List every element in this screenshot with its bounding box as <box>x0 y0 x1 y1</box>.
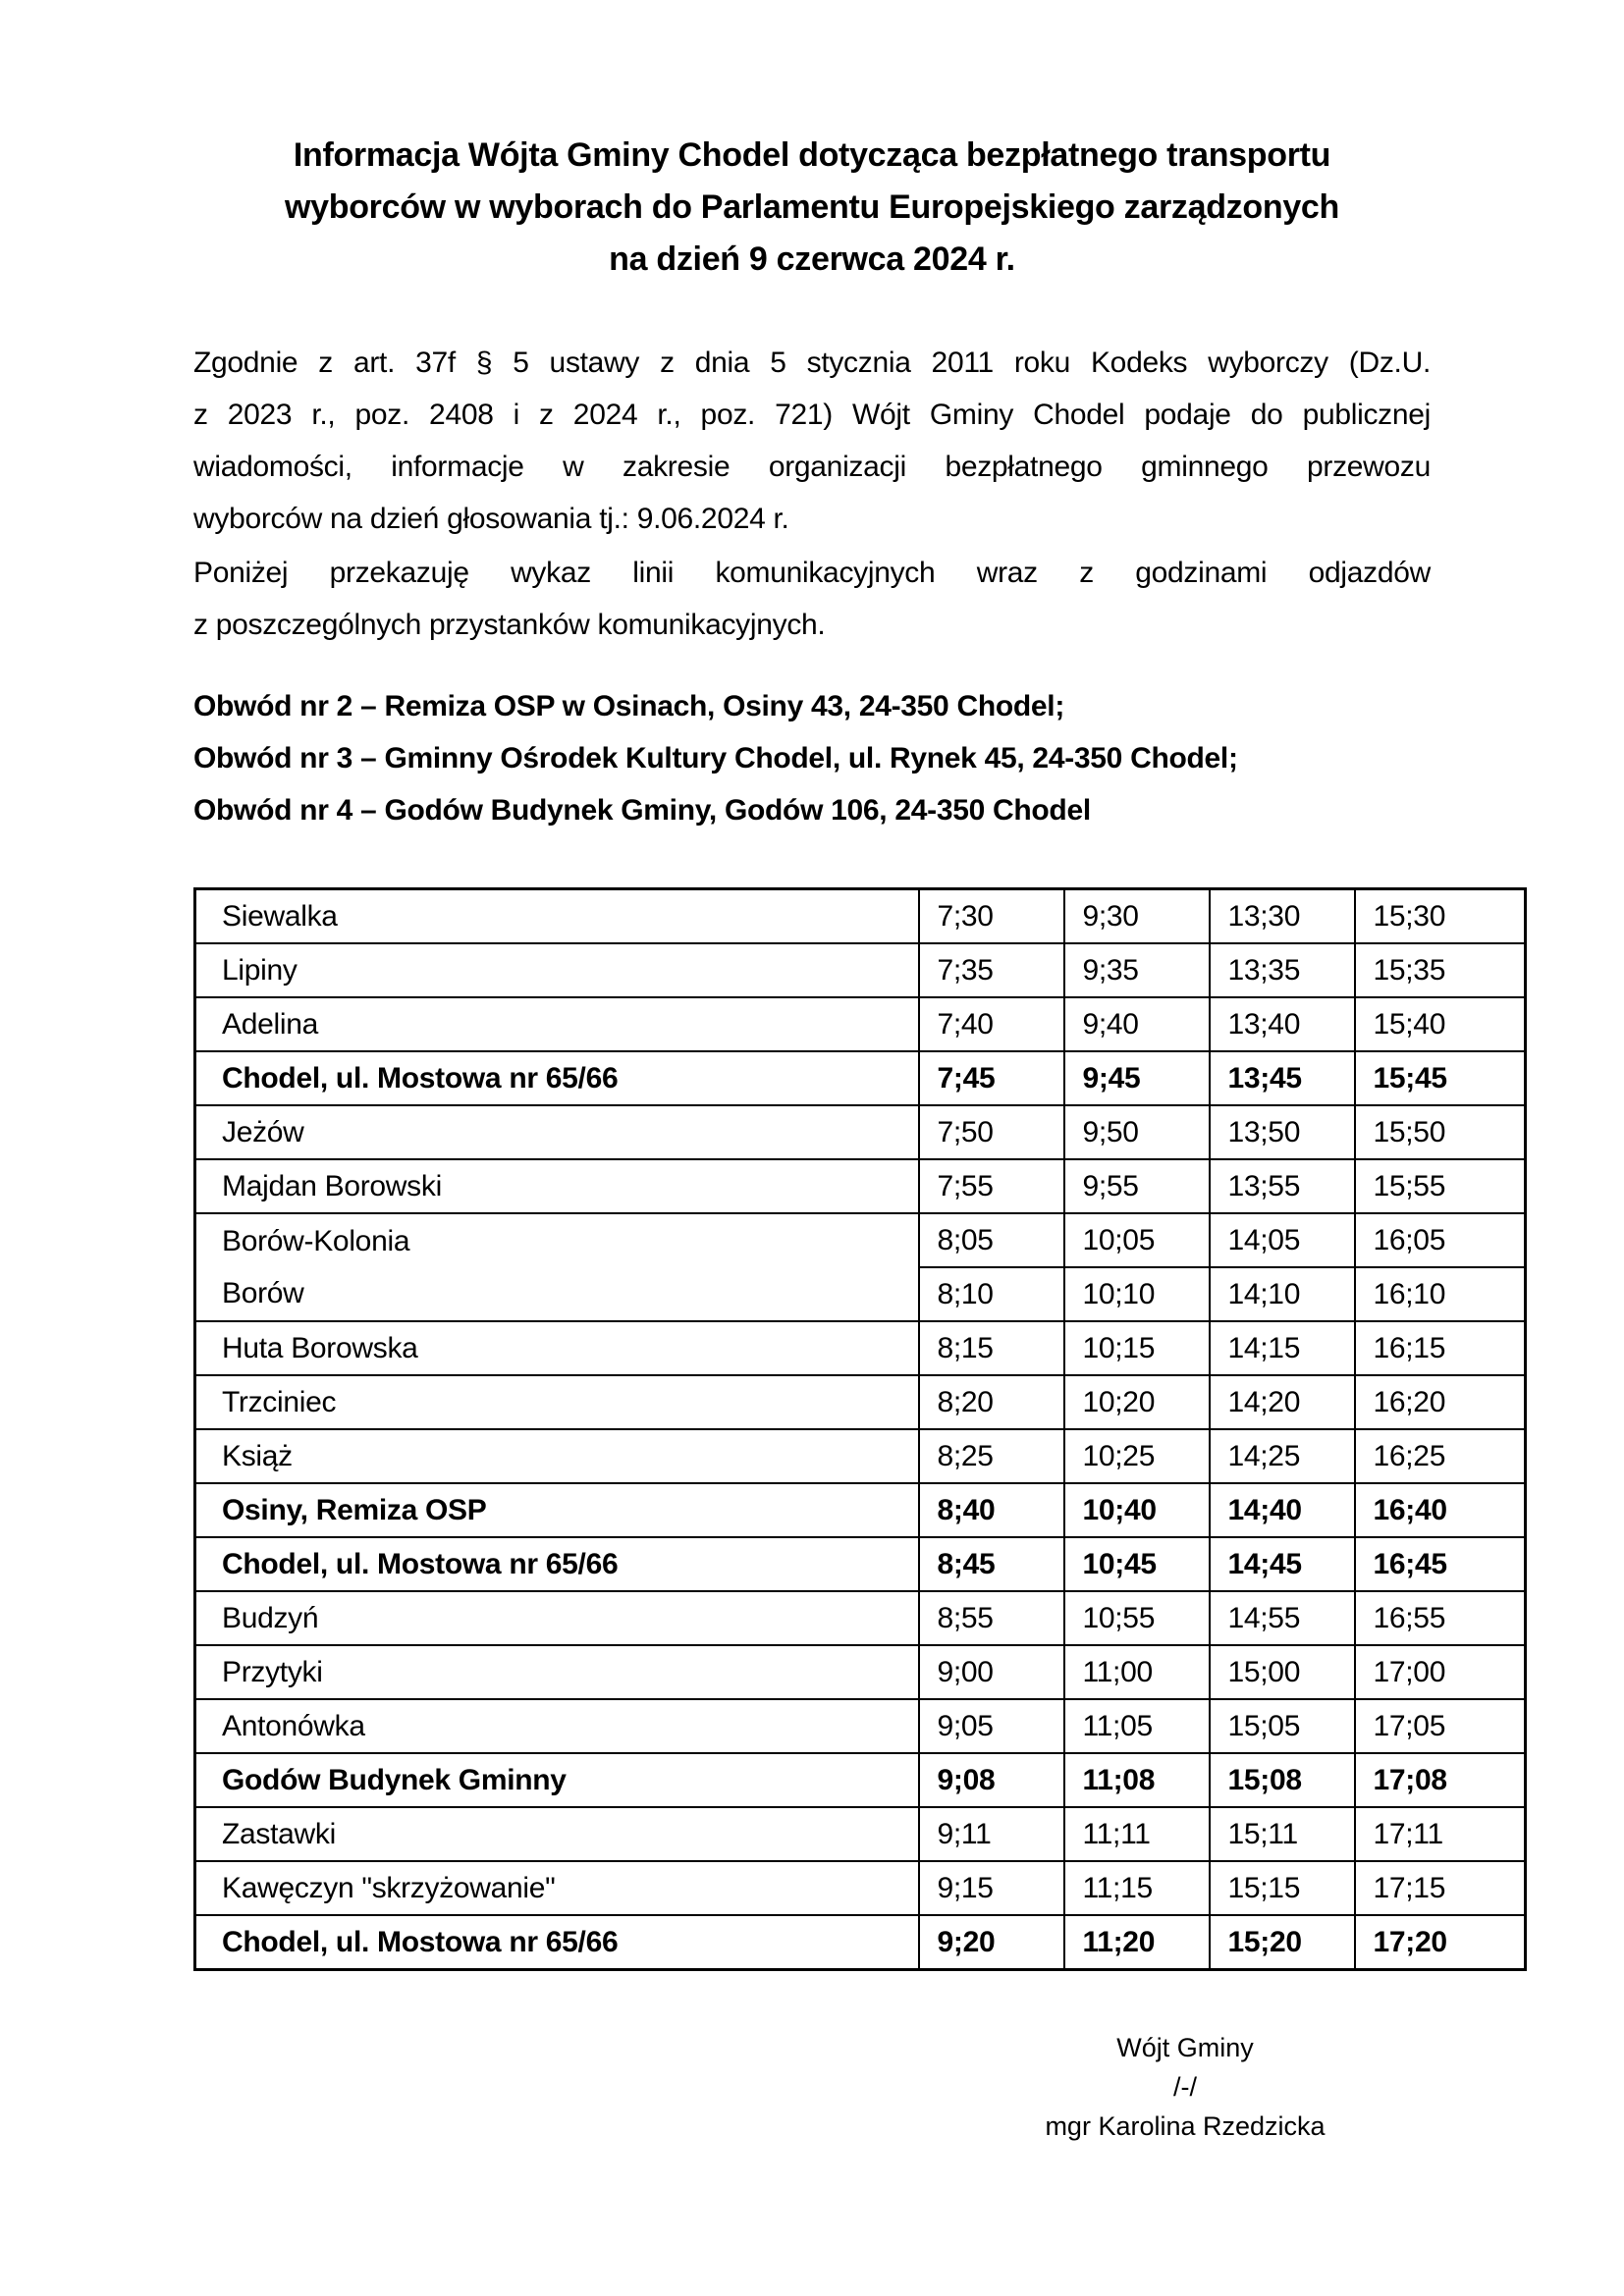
paragraph <box>193 547 1431 651</box>
time-cell: 11;11 <box>1064 1807 1210 1861</box>
table-row <box>195 1105 1526 1159</box>
table-row <box>195 1051 1526 1105</box>
time-cell: 16;05 <box>1355 1213 1526 1267</box>
time-cell: 16;40 <box>1355 1483 1526 1537</box>
time-cell: 15;20 <box>1210 1915 1355 1970</box>
table-row <box>195 1159 1526 1213</box>
stop-name: Borów <box>222 1276 304 1309</box>
table-row <box>195 997 1526 1051</box>
time-cell: 9;40 <box>1064 997 1210 1051</box>
timetable-body <box>195 889 1526 1970</box>
time-cell: 10;20 <box>1064 1375 1210 1429</box>
time-cell: 14;25 <box>1210 1429 1355 1483</box>
paragraph-line: z poszczególnych przystanków komunikacyjnych. <box>193 609 826 641</box>
signature-name: mgr Karolina Rzedzicka <box>1045 2111 1326 2141</box>
time-cell: 8;20 <box>919 1375 1064 1429</box>
stop-cell: Książ <box>195 1429 919 1483</box>
table-row <box>195 943 1526 997</box>
time-cell: 9;00 <box>919 1645 1064 1699</box>
time-cell: 14;20 <box>1210 1375 1355 1429</box>
table-row <box>195 1213 1526 1267</box>
time-cell: 14;15 <box>1210 1321 1355 1375</box>
time-cell: 15;50 <box>1355 1105 1526 1159</box>
table-row <box>195 1591 1526 1645</box>
stop-cell: Siewalka <box>195 889 919 944</box>
time-cell: 9;08 <box>919 1753 1064 1807</box>
stop-cell: Jeżów <box>195 1105 919 1159</box>
time-cell: 16;10 <box>1355 1267 1526 1321</box>
time-cell: 7;30 <box>919 889 1064 944</box>
time-cell: 15;11 <box>1210 1807 1355 1861</box>
time-cell: 11;15 <box>1064 1861 1210 1915</box>
time-cell: 17;00 <box>1355 1645 1526 1699</box>
table-row <box>195 889 1526 944</box>
title-line: Informacja Wójta Gminy Chodel dotycząca bezpłatnego transportu <box>293 136 1331 174</box>
paragraphs <box>193 337 1431 651</box>
stop-cell: Chodel, ul. Mostowa nr 65/66 <box>195 1537 919 1591</box>
paragraph-line: wyborców na dzień głosowania tj.: 9.06.2024 r. <box>193 503 789 535</box>
time-cell: 17;08 <box>1355 1753 1526 1807</box>
time-cell: 7;55 <box>919 1159 1064 1213</box>
title-line: na dzień 9 czerwca 2024 r. <box>609 240 1015 278</box>
paragraph <box>193 337 1431 545</box>
time-cell: 13;35 <box>1210 943 1355 997</box>
time-cell: 9;50 <box>1064 1105 1210 1159</box>
stop-cell: Majdan Borowski <box>195 1159 919 1213</box>
time-cell: 15;35 <box>1355 943 1526 997</box>
district-line: Obwód nr 3 – Gminny Ośrodek Kultury Chodel, ul. Rynek 45, 24-350 Chodel; <box>193 742 1238 774</box>
time-cell: 15;15 <box>1210 1861 1355 1915</box>
time-cell: 14;55 <box>1210 1591 1355 1645</box>
time-cell: 14;40 <box>1210 1483 1355 1537</box>
time-cell: 8;15 <box>919 1321 1064 1375</box>
time-cell: 16;45 <box>1355 1537 1526 1591</box>
time-cell: 11;00 <box>1064 1645 1210 1699</box>
time-cell: 15;55 <box>1355 1159 1526 1213</box>
time-cell: 17;20 <box>1355 1915 1526 1970</box>
time-cell: 9;05 <box>919 1699 1064 1753</box>
table-row <box>195 1915 1526 1970</box>
stop-cell: Godów Budynek Gminny <box>195 1753 919 1807</box>
stop-cell: Adelina <box>195 997 919 1051</box>
time-cell: 9;45 <box>1064 1051 1210 1105</box>
time-cell: 8;25 <box>919 1429 1064 1483</box>
time-cell: 10;40 <box>1064 1483 1210 1537</box>
time-cell: 7;50 <box>919 1105 1064 1159</box>
table-row <box>195 1537 1526 1591</box>
paragraph-line: z 2023 r., poz. 2408 i z 2024 r., poz. 721) Wójt Gminy Chodel podaje do publicznej <box>193 399 1431 431</box>
district-line: Obwód nr 4 – Godów Budynek Gminy, Godów 106, 24-350 Chodel <box>193 794 1091 827</box>
title-line: wyborców w wyborach do Parlamentu Europejskiego zarządzonych <box>284 188 1340 226</box>
table-row <box>195 1321 1526 1375</box>
stop-cell: Huta Borowska <box>195 1321 919 1375</box>
paragraph-line: Zgodnie z art. 37f § 5 ustawy z dnia 5 stycznia 2011 roku Kodeks wyborczy (Dz.U. <box>193 347 1431 379</box>
stop-cell <box>195 1213 919 1321</box>
time-cell: 8;55 <box>919 1591 1064 1645</box>
stop-cell: Antonówka <box>195 1699 919 1753</box>
time-cell: 13;50 <box>1210 1105 1355 1159</box>
time-cell: 8;40 <box>919 1483 1064 1537</box>
time-cell: 15;30 <box>1355 889 1526 944</box>
time-cell: 10;45 <box>1064 1537 1210 1591</box>
page-title <box>193 130 1431 286</box>
time-cell: 9;20 <box>919 1915 1064 1970</box>
signature-mark: /-/ <box>1173 2072 1197 2102</box>
paragraph-line: Poniżej przekazuję wykaz linii komunikacyjnych wraz z godzinami odjazdów <box>193 557 1431 589</box>
time-cell: 15;00 <box>1210 1645 1355 1699</box>
table-row <box>195 1699 1526 1753</box>
time-cell: 9;55 <box>1064 1159 1210 1213</box>
stop-cell: Osiny, Remiza OSP <box>195 1483 919 1537</box>
time-cell: 16;15 <box>1355 1321 1526 1375</box>
time-cell: 10;10 <box>1064 1267 1210 1321</box>
time-cell: 16;20 <box>1355 1375 1526 1429</box>
time-cell: 16;55 <box>1355 1591 1526 1645</box>
time-cell: 15;40 <box>1355 997 1526 1051</box>
time-cell: 11;05 <box>1064 1699 1210 1753</box>
time-cell: 10;25 <box>1064 1429 1210 1483</box>
time-cell: 7;35 <box>919 943 1064 997</box>
time-cell: 17;15 <box>1355 1861 1526 1915</box>
time-cell: 13;45 <box>1210 1051 1355 1105</box>
stop-cell: Zastawki <box>195 1807 919 1861</box>
table-row <box>195 1645 1526 1699</box>
stop-cell: Trzciniec <box>195 1375 919 1429</box>
time-cell: 9;15 <box>919 1861 1064 1915</box>
table-row <box>195 1807 1526 1861</box>
stop-cell: Budzyń <box>195 1591 919 1645</box>
time-cell: 17;05 <box>1355 1699 1526 1753</box>
time-cell: 7;40 <box>919 997 1064 1051</box>
time-cell: 9;11 <box>919 1807 1064 1861</box>
time-cell: 11;08 <box>1064 1753 1210 1807</box>
paragraph-line: wiadomości, informacje w zakresie organizacji bezpłatnego gminnego przewozu <box>193 451 1431 483</box>
table-row <box>195 1429 1526 1483</box>
stop-name: Borów-Kolonia <box>222 1224 410 1257</box>
time-cell: 14;45 <box>1210 1537 1355 1591</box>
stop-cell: Przytyki <box>195 1645 919 1699</box>
time-cell: 11;20 <box>1064 1915 1210 1970</box>
district-list <box>193 680 1431 836</box>
time-cell: 8;45 <box>919 1537 1064 1591</box>
district-line: Obwód nr 2 – Remiza OSP w Osinach, Osiny 43, 24-350 Chodel; <box>193 690 1065 722</box>
time-cell: 15;05 <box>1210 1699 1355 1753</box>
time-cell: 10;55 <box>1064 1591 1210 1645</box>
time-cell: 8;05 <box>919 1213 1064 1267</box>
time-cell: 15;45 <box>1355 1051 1526 1105</box>
time-cell: 7;45 <box>919 1051 1064 1105</box>
stop-cell: Chodel, ul. Mostowa nr 65/66 <box>195 1915 919 1970</box>
time-cell: 14;10 <box>1210 1267 1355 1321</box>
time-cell: 15;08 <box>1210 1753 1355 1807</box>
stop-cell: Lipiny <box>195 943 919 997</box>
time-cell: 17;11 <box>1355 1807 1526 1861</box>
timetable <box>193 887 1527 1971</box>
time-cell: 14;05 <box>1210 1213 1355 1267</box>
stop-cell: Kawęczyn "skrzyżowanie" <box>195 1861 919 1915</box>
signature-role: Wójt Gminy <box>1116 2033 1254 2062</box>
time-cell: 13;30 <box>1210 889 1355 944</box>
table-row <box>195 1483 1526 1537</box>
time-cell: 16;25 <box>1355 1429 1526 1483</box>
time-cell: 13;55 <box>1210 1159 1355 1213</box>
table-row <box>195 1375 1526 1429</box>
signature-block <box>940 2028 1431 2146</box>
time-cell: 9;30 <box>1064 889 1210 944</box>
time-cell: 10;15 <box>1064 1321 1210 1375</box>
time-cell: 8;10 <box>919 1267 1064 1321</box>
stop-cell: Chodel, ul. Mostowa nr 65/66 <box>195 1051 919 1105</box>
time-cell: 13;40 <box>1210 997 1355 1051</box>
time-cell: 10;05 <box>1064 1213 1210 1267</box>
table-row <box>195 1861 1526 1915</box>
table-row <box>195 1753 1526 1807</box>
time-cell: 9;35 <box>1064 943 1210 997</box>
